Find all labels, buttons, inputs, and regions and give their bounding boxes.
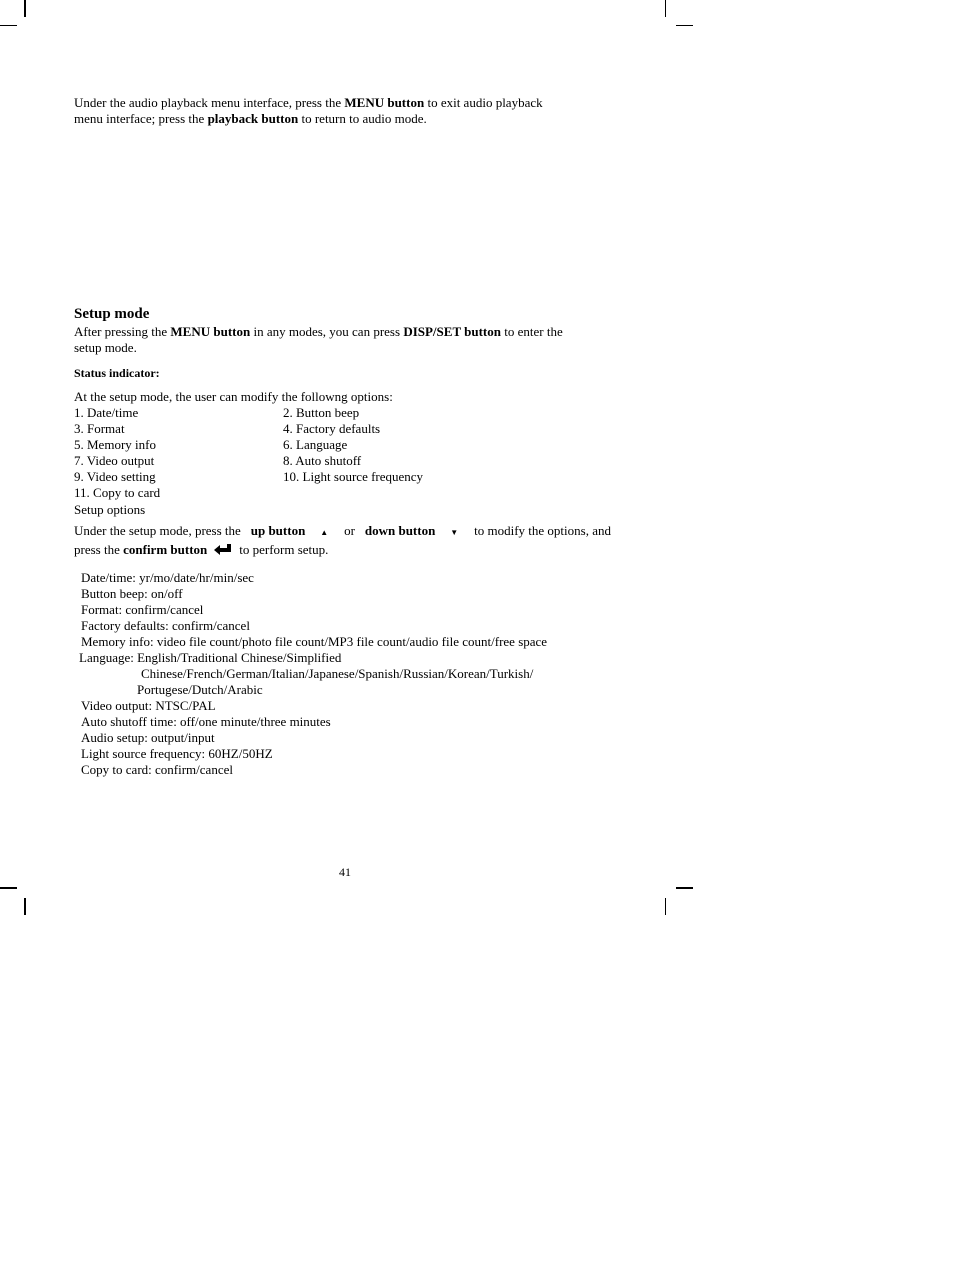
status-indicator-heading: Status indicator:	[74, 366, 160, 380]
down-triangle-icon: ▼	[450, 528, 459, 537]
detail-line: Memory info: video file count/photo file count/MP3 file count/audio file count/free space	[81, 634, 548, 649]
detail-line: Auto shutoff time: off/one minute/three minutes	[81, 714, 331, 729]
page-number: 41	[339, 865, 351, 879]
playback-button-ref: playback button	[207, 111, 299, 126]
crop-mark	[24, 0, 26, 17]
crop-mark	[0, 887, 17, 889]
list-item: 10. Light source frequency	[283, 469, 424, 484]
list-item: 9. Video setting	[74, 469, 156, 484]
detail-line: Date/time: yr/mo/date/hr/min/sec	[81, 570, 254, 585]
menu-button-ref: MENU button	[170, 324, 251, 339]
setup-intro-paragraph: After pressing the MENU button in any modes, you can press DISP/SET button to enter the setup mode.	[74, 324, 563, 355]
crop-mark	[665, 898, 666, 915]
options-left-column	[74, 405, 160, 501]
detail-line: Portugese/Dutch/Arabic	[137, 682, 263, 697]
list-item: 7. Video output	[74, 453, 155, 468]
intro-line-2: menu interface; press the playback button to return to audio mode.	[74, 111, 427, 126]
options-intro: At the setup mode, the user can modify the followng options:	[74, 389, 393, 404]
detail-line: Copy to card: confirm/cancel	[81, 762, 233, 777]
intro-line-1: Under the audio playback menu interface, press the MENU button to exit audio playback	[74, 95, 543, 110]
crop-mark	[0, 25, 17, 26]
list-item: 3. Format	[74, 421, 125, 436]
crop-mark	[665, 0, 666, 17]
detail-line: Video output: NTSC/PAL	[81, 698, 216, 713]
confirm-button-ref: confirm button	[123, 542, 208, 557]
detail-line: Chinese/French/German/Italian/Japanese/Spanish/Russian/Korean/Turkish/	[141, 666, 534, 681]
list-item: 5. Memory info	[74, 437, 156, 452]
up-button-ref: up button	[250, 523, 306, 538]
menu-button-ref: MENU button	[344, 95, 425, 110]
detail-line: Factory defaults: confirm/cancel	[81, 618, 250, 633]
disp-set-button-ref: DISP/SET button	[403, 324, 501, 339]
list-item: 6. Language	[283, 437, 348, 452]
detail-line: Language: English/Traditional Chinese/Simplified	[79, 650, 342, 665]
crop-mark	[24, 898, 26, 915]
enter-arrow-icon	[213, 543, 233, 561]
options-right-column	[283, 405, 423, 485]
detail-line: Light source frequency: 60HZ/50HZ	[81, 746, 273, 761]
detail-line: Audio setup: output/input	[81, 730, 215, 745]
instruction-line-1: Under the setup mode, press the up button ▲ or down button ▼ to modify the options, and	[74, 523, 611, 541]
crop-mark	[676, 887, 693, 889]
down-button-ref: down button	[364, 523, 436, 538]
detail-line: Format: confirm/cancel	[81, 602, 204, 617]
setup-options-label: Setup options	[74, 502, 146, 517]
list-item: 8. Auto shutoff	[283, 453, 362, 468]
list-item: 1. Date/time	[74, 405, 139, 420]
list-item: 11. Copy to card	[74, 485, 161, 500]
setup-mode-heading: Setup mode	[74, 306, 150, 322]
instruction-line-2: press the confirm button to perform setup.	[74, 542, 328, 561]
crop-mark	[676, 25, 693, 26]
intro-paragraph	[74, 95, 543, 127]
up-triangle-icon: ▲	[320, 528, 329, 537]
list-item: 2. Button beep	[283, 405, 360, 420]
detail-line: Button beep: on/off	[81, 586, 183, 601]
list-item: 4. Factory defaults	[283, 421, 381, 436]
